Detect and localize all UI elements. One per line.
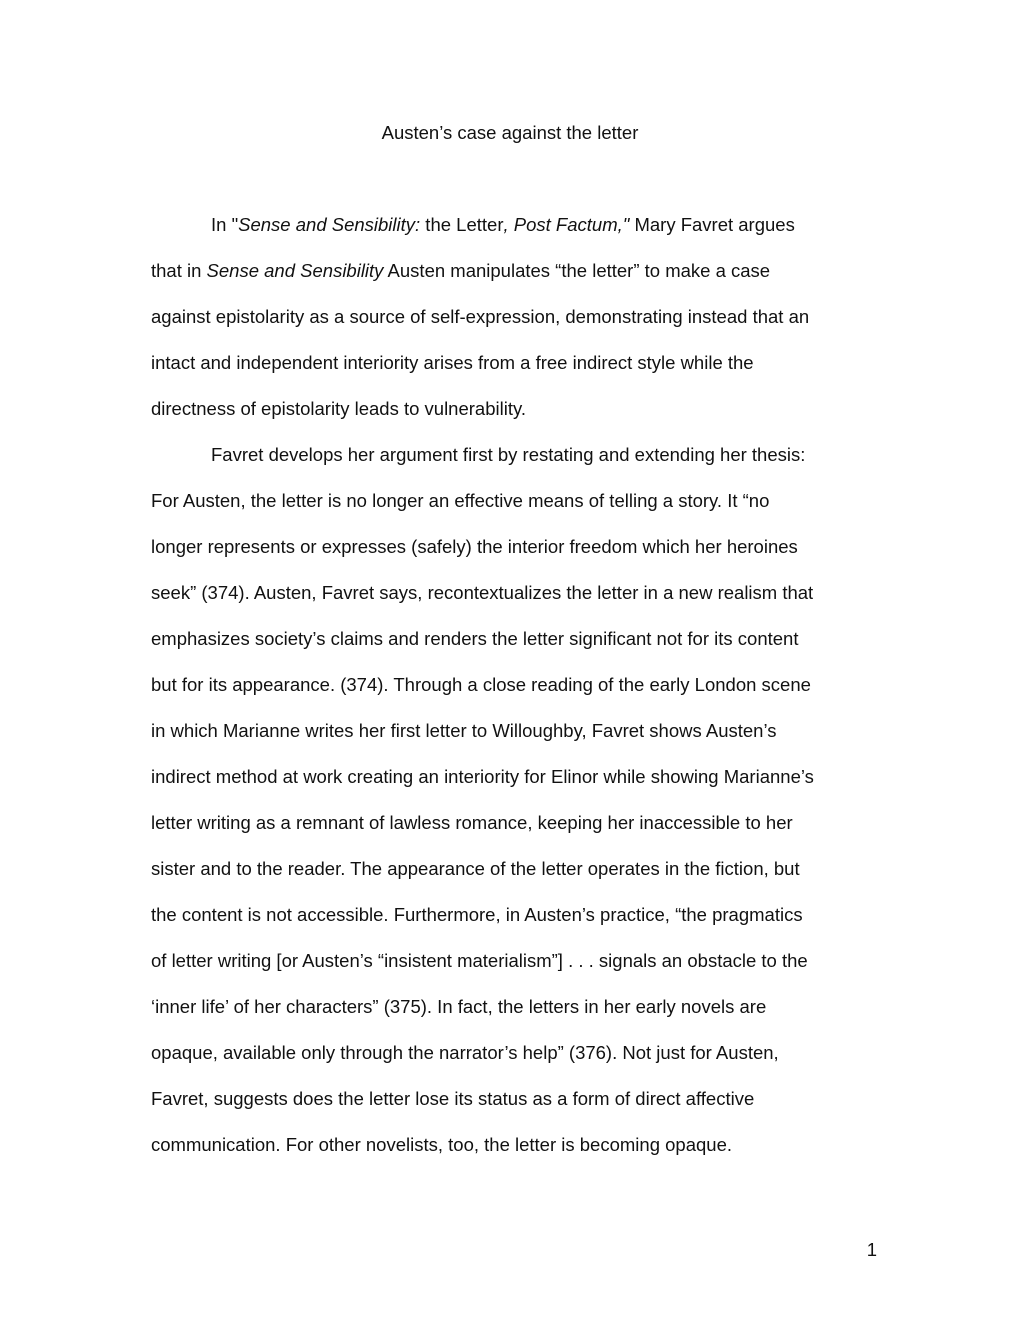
paragraph-2-line: Favret, suggests does the letter lose its status as a form of direct affective (151, 1088, 755, 1109)
italic-title: Sense and Sensibility: (238, 214, 421, 235)
paragraph-2-line: indirect method at work creating an interiority for Elinor while showing Marianne’s (151, 766, 814, 787)
text-run: Austen manipulates “the letter” to make a case (383, 260, 771, 281)
paragraph-2-line: communication. For other novelists, too, the letter is becoming opaque. (151, 1134, 732, 1155)
text-run: the Letter (420, 214, 504, 235)
paragraph-1-line-5: directness of epistolarity leads to vulnerability. (151, 398, 526, 419)
paragraph-2-line: in which Marianne writes her first letter to Willoughby, Favret shows Austen’s (151, 720, 777, 741)
text-run: In " (211, 214, 239, 235)
paragraph-2-line: Favret develops her argument first by restating and extending her thesis: (211, 444, 806, 465)
paragraph-2-line: letter writing as a remnant of lawless romance, keeping her inaccessible to her (151, 812, 793, 833)
paragraph-2-line: emphasizes society’s claims and renders the letter significant not for its content (151, 628, 799, 649)
paragraph-2-line: For Austen, the letter is no longer an effective means of telling a story. It “no (151, 490, 770, 511)
paragraph-1 (151, 202, 881, 432)
text-run: Mary Favret argues (629, 214, 795, 235)
paragraph-1-line-2 (151, 248, 881, 294)
document-body (151, 202, 881, 1168)
paragraph-2 (151, 432, 881, 1168)
italic-title: Sense and Sensibility (206, 260, 384, 281)
paragraph-2-line: of letter writing [or Austen’s “insistent materialism”] . . . signals an obstacle to the (151, 950, 808, 971)
paragraph-1-line-4: intact and independent interiority arises from a free indirect style while the (151, 352, 754, 373)
paragraph-2-line: longer represents or expresses (safely) the interior freedom which her heroines (151, 536, 798, 557)
paragraph-2-line: seek” (374). Austen, Favret says, recontextualizes the letter in a new realism that (151, 582, 814, 603)
paragraph-2-line: but for its appearance. (374). Through a close reading of the early London scene (151, 674, 811, 695)
paragraph-1-line-1 (151, 202, 881, 248)
document-title: Austen’s case against the letter (381, 122, 639, 143)
italic-title: , Post Factum," (503, 214, 630, 235)
paragraph-2-line: ‘inner life’ of her characters” (375). In fact, the letters in her early novels are (151, 996, 767, 1017)
page-number: 1 (866, 1239, 877, 1260)
paragraph-2-line: sister and to the reader. The appearance of the letter operates in the fiction, but (151, 858, 800, 879)
paragraph-2-line: the content is not accessible. Furthermore, in Austen’s practice, “the pragmatics (151, 904, 803, 925)
text-run: that in (151, 260, 207, 281)
paragraph-1-line-3: against epistolarity as a source of self-expression, demonstrating instead that an (151, 306, 810, 327)
paragraph-2-line: opaque, available only through the narrator’s help” (376). Not just for Austen, (151, 1042, 779, 1063)
